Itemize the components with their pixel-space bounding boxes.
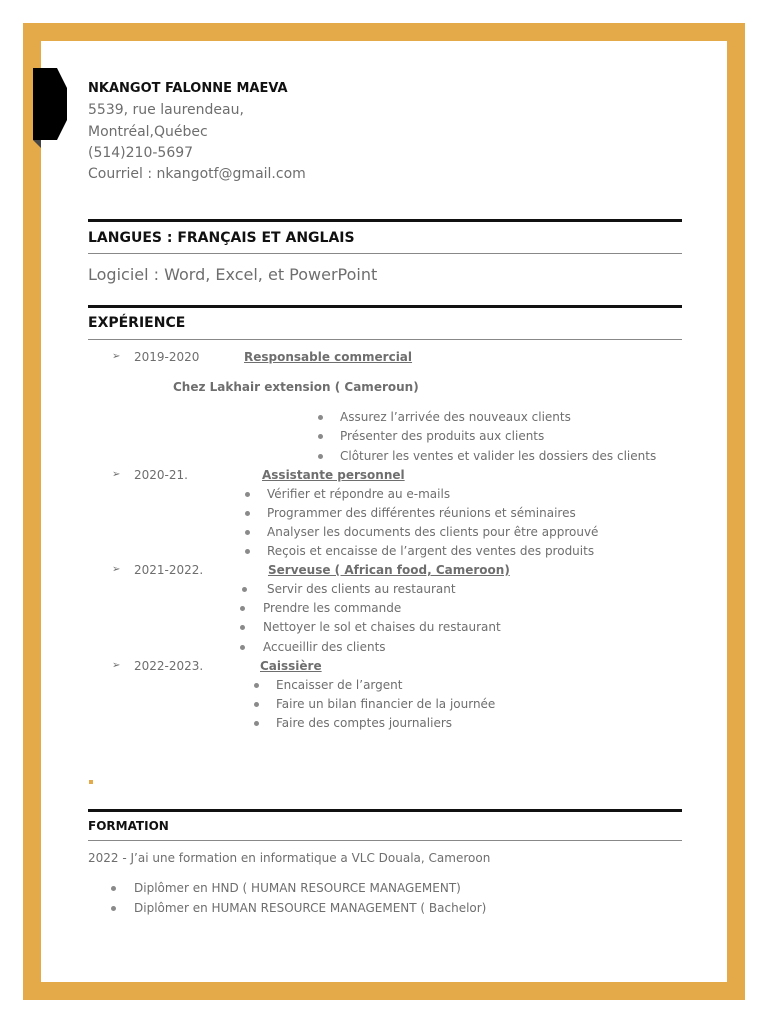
job-task: Nettoyer le sol et chaises du restaurant (263, 620, 501, 634)
bullet-dot-icon (254, 683, 259, 688)
formation-heading: FORMATION (88, 819, 169, 833)
job-task: Analyser les documents des clients pour être approuvé (267, 525, 599, 539)
job-role: Assistante personnel (262, 468, 405, 482)
job-task: Faire un bilan financier de la journée (276, 697, 496, 711)
job-task: Encaisser de l’argent (276, 678, 403, 692)
arrow-bullet-icon: ➢ (112, 660, 121, 671)
formation-item: Diplômer en HUMAN RESOURCE MANAGEMENT ( Bachelor) (134, 901, 487, 915)
section-divider-thin (88, 840, 682, 841)
section-divider-thick (88, 809, 682, 812)
languages-heading: LANGUES : FRANÇAIS ET ANGLAIS (88, 230, 355, 246)
accent-mark (89, 780, 93, 784)
bullet-dot-icon (242, 587, 247, 592)
email-address: Courriel : nkangotf@gmail.com (88, 166, 306, 182)
job-task: Faire des comptes journaliers (276, 716, 453, 730)
job-task: Clôturer les ventes et valider les dossiers des clients (340, 449, 657, 463)
job-years: 2021-2022. (134, 563, 204, 577)
address-line-1: 5539, rue laurendeau, (88, 102, 244, 118)
address-line-2: Montréal,Québec (88, 124, 208, 140)
job-years: 2020-21. (134, 468, 188, 482)
job-task: Prendre les commande (263, 601, 402, 615)
formation-item: Diplômer en HND ( HUMAN RESOURCE MANAGEMENT) (134, 881, 461, 895)
section-divider-thin (88, 253, 682, 254)
bullet-dot-icon (245, 549, 250, 554)
job-task: Reçois et encaisse de l’argent des ventes des produits (267, 544, 595, 558)
section-divider-thick (88, 219, 682, 222)
bullet-dot-icon (240, 645, 245, 650)
job-task: Présenter des produits aux clients (340, 429, 545, 443)
job-task: Programmer des différentes réunions et séminaires (267, 506, 576, 520)
decorative-ribbon-icon (33, 68, 67, 148)
job-years: 2019-2020 (134, 350, 200, 364)
phone-number: (514)210-5697 (88, 145, 194, 161)
bullet-dot-icon (245, 511, 250, 516)
job-task: Assurez l’arrivée des nouveaux clients (340, 410, 571, 424)
bullet-dot-icon (245, 530, 250, 535)
experience-heading: EXPÉRIENCE (88, 315, 186, 331)
job-role: Caissière (260, 659, 322, 673)
job-company: Chez Lakhair extension ( Cameroun) (173, 380, 419, 394)
job-role: Serveuse ( African food, Cameroon) (268, 563, 510, 577)
bullet-dot-icon (245, 492, 250, 497)
section-divider-thick (88, 305, 682, 308)
job-task: Accueillir des clients (263, 640, 386, 654)
bullet-dot-icon (318, 454, 323, 459)
bullet-dot-icon (318, 434, 323, 439)
bullet-dot-icon (111, 886, 116, 891)
bullet-dot-icon (111, 906, 116, 911)
arrow-bullet-icon: ➢ (112, 469, 121, 480)
job-task: Servir des clients au restaurant (267, 582, 456, 596)
arrow-bullet-icon: ➢ (112, 351, 121, 362)
formation-entry: 2022 - J’ai une formation en informatique a VLC Douala, Cameroon (88, 851, 491, 865)
bullet-dot-icon (318, 415, 323, 420)
job-task: Vérifier et répondre au e-mails (267, 487, 451, 501)
bullet-dot-icon (254, 702, 259, 707)
job-role: Responsable commercial (244, 350, 413, 364)
applicant-name: NKANGOT FALONNE MAEVA (88, 81, 288, 96)
arrow-bullet-icon: ➢ (112, 564, 121, 575)
bullet-dot-icon (240, 606, 245, 611)
section-divider-thin (88, 339, 682, 340)
job-years: 2022-2023. (134, 659, 204, 673)
software-line: Logiciel : Word, Excel, et PowerPoint (88, 265, 378, 284)
bullet-dot-icon (240, 625, 245, 630)
bullet-dot-icon (254, 721, 259, 726)
